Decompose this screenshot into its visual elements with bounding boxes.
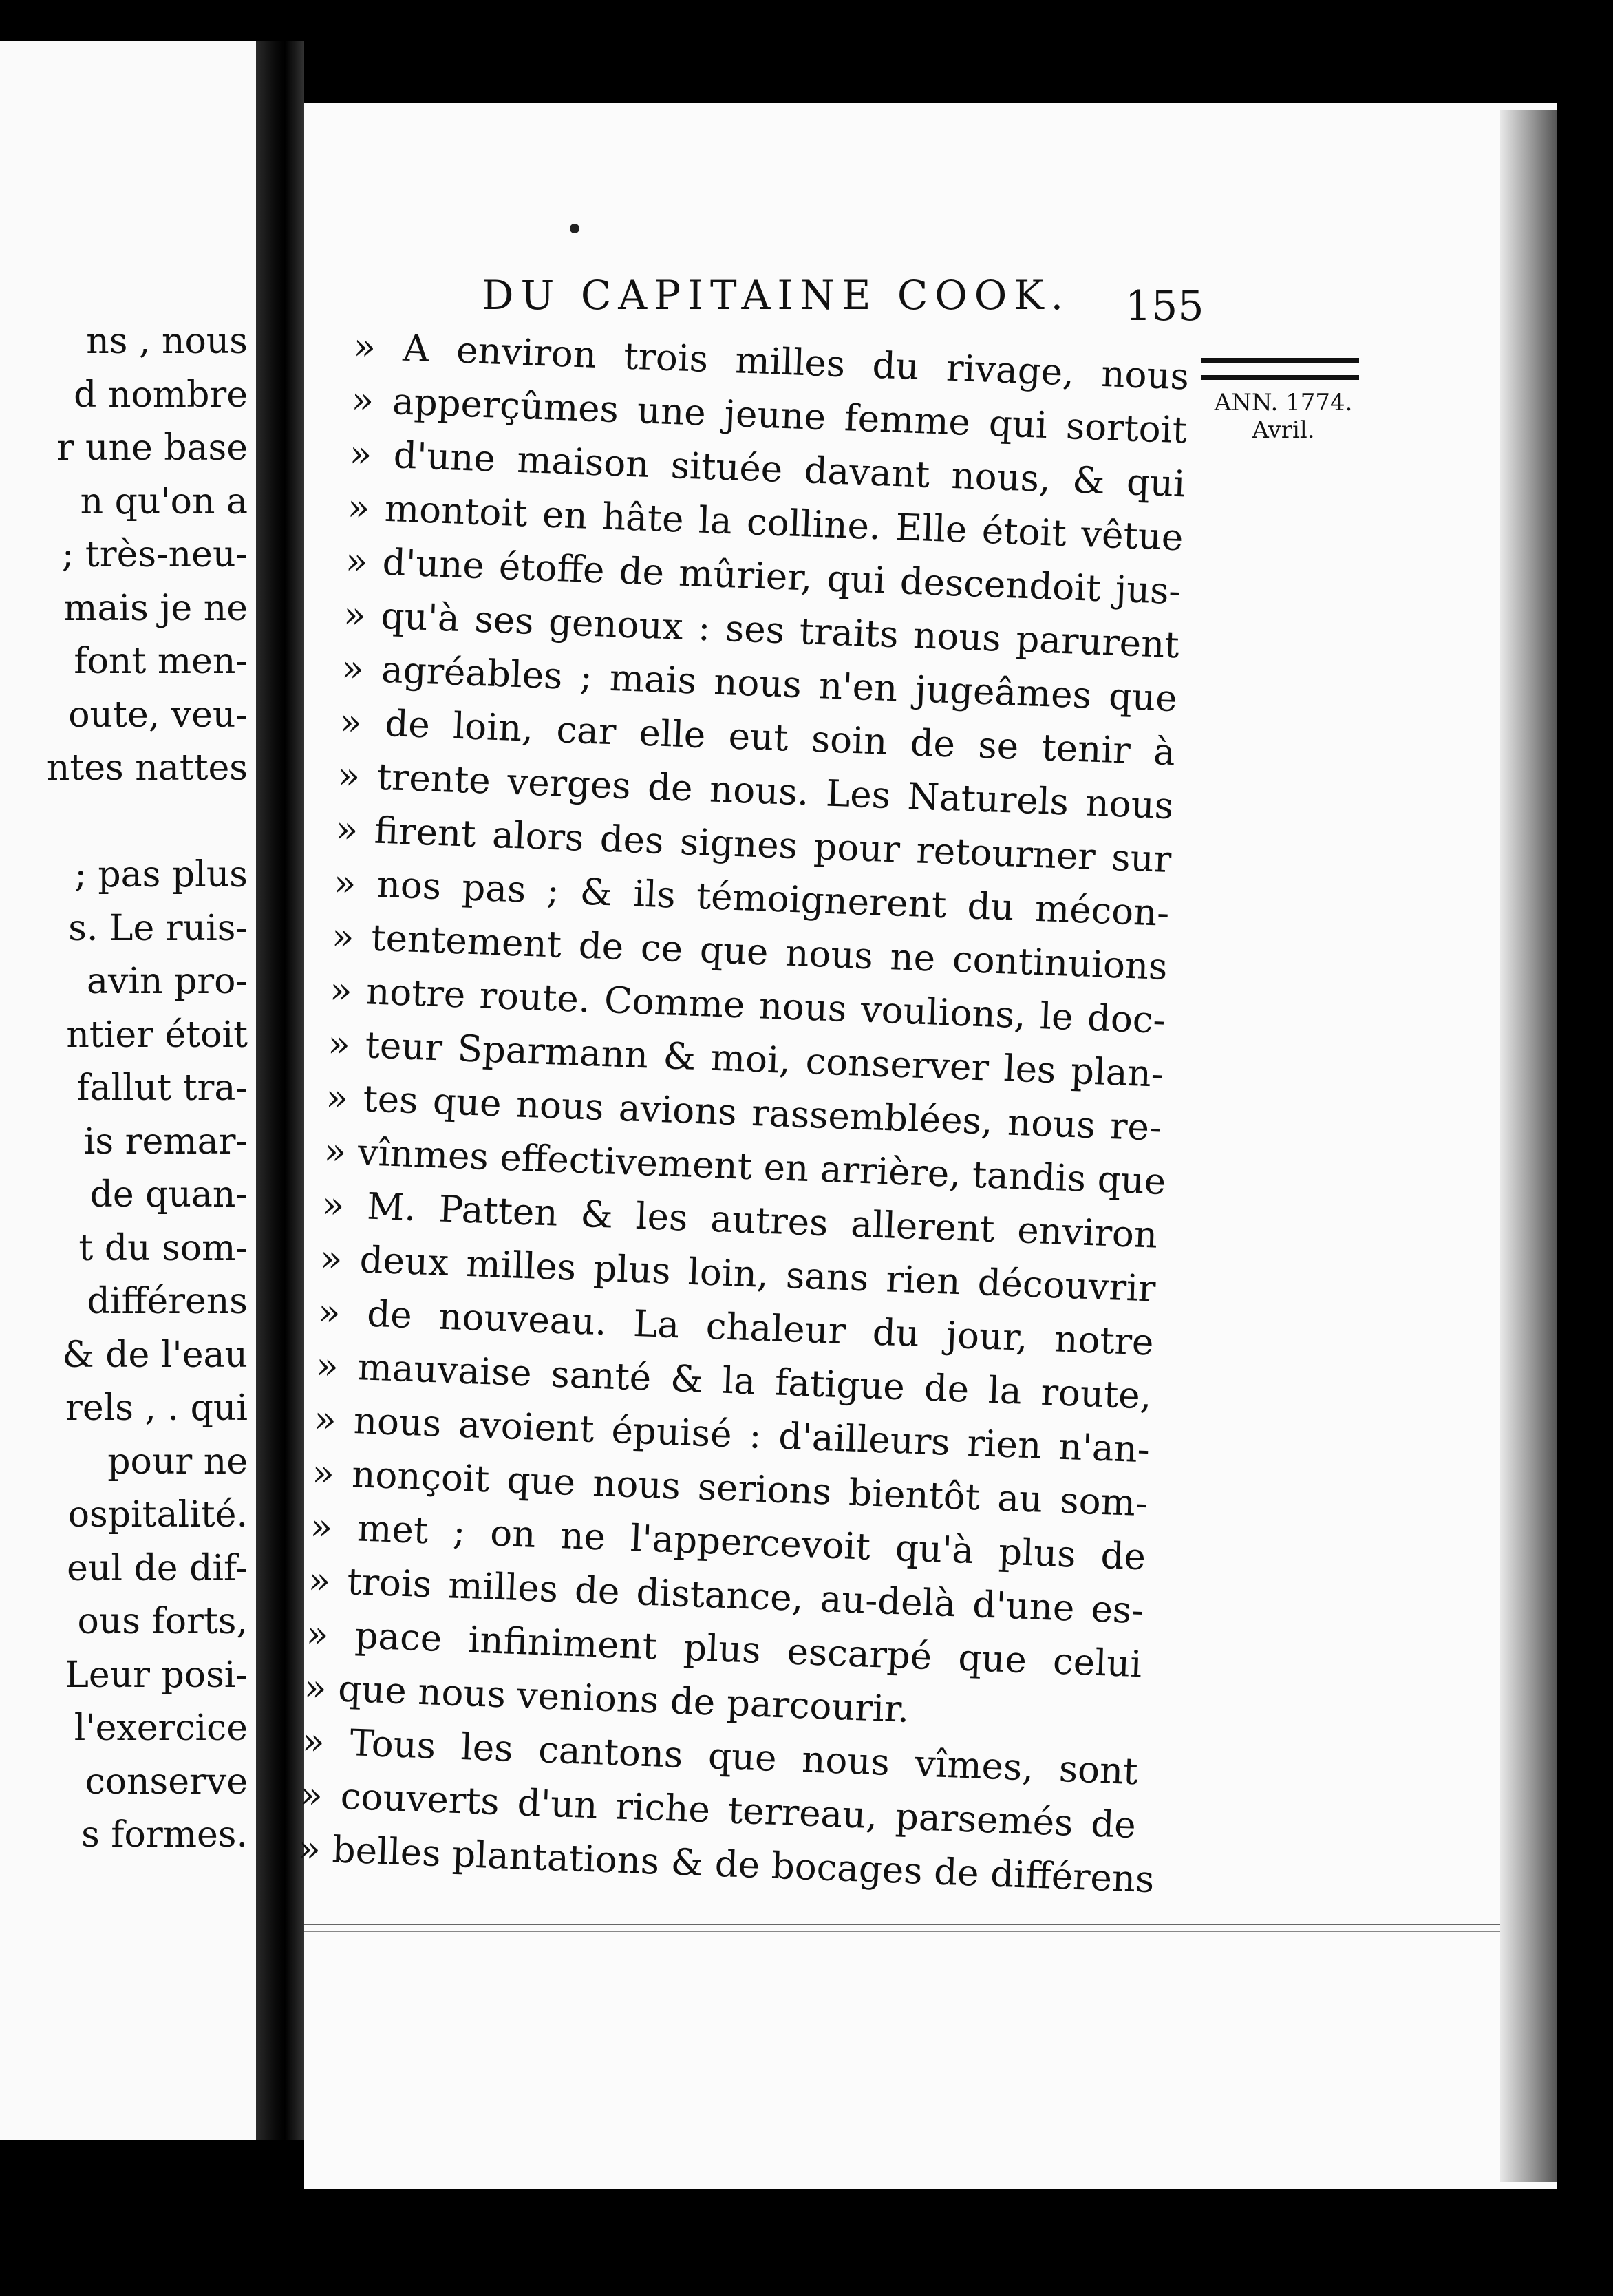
left-page-line: de quan- bbox=[89, 1174, 248, 1215]
body-line: » mauvaise santé & la fatigue de la route, bbox=[315, 1344, 1153, 1418]
margin-note-month: Avril. bbox=[1252, 416, 1315, 444]
body-line: » belles plantations & de bocages de différens bbox=[297, 1827, 1155, 1902]
left-page-line: n qu'on a bbox=[80, 480, 248, 522]
left-page-line: ns , nous bbox=[86, 321, 248, 362]
body-line: » vînmes effectivement en arrière, tandis que bbox=[323, 1130, 1167, 1204]
body-line: » apperçûmes une jeune femme qui sortoit bbox=[350, 379, 1188, 452]
margin-note-year: ANN. 1774. bbox=[1214, 389, 1353, 416]
left-page-line: oute, veu- bbox=[68, 694, 248, 736]
left-page-line: ; pas plus bbox=[74, 854, 248, 895]
left-page-line: avin pro- bbox=[86, 961, 248, 1002]
left-page-line bbox=[0, 796, 248, 849]
body-text bbox=[297, 320, 1190, 1906]
left-page-line: Leur posi- bbox=[65, 1654, 248, 1696]
left-page-line: ntier étoit bbox=[66, 1014, 248, 1056]
body-line: » trois milles de distance, au-delà d'une es- bbox=[307, 1559, 1145, 1633]
margin-rule bbox=[1201, 358, 1359, 380]
left-page-line: l'exercice bbox=[74, 1708, 248, 1749]
body-line: » d'une étoffe de mûrier, qui descendoit jus- bbox=[345, 540, 1182, 613]
body-line: » M. Patten & les autres allerent environ bbox=[321, 1184, 1159, 1257]
page-bottom-edge bbox=[304, 1924, 1500, 1932]
body-line: » couverts d'un riche terreau, parsemés de bbox=[299, 1774, 1137, 1847]
body-line: » qu'à ses genoux : ses traits nous parurent bbox=[343, 593, 1180, 667]
body-line: » nous avoient épuisé : d'ailleurs rien n'an- bbox=[313, 1398, 1151, 1471]
body-line: » trente verges de nous. Les Naturels nous bbox=[337, 754, 1175, 828]
body-line: » pace infiniment plus escarpé que celui bbox=[305, 1613, 1143, 1686]
left-page-line: ous forts, bbox=[77, 1601, 248, 1642]
left-page-line: mais je ne bbox=[63, 587, 248, 629]
left-page-line: is remar- bbox=[83, 1120, 248, 1162]
left-page-line: rels , . qui bbox=[65, 1388, 248, 1429]
left-page-line: & de l'eau bbox=[62, 1334, 248, 1376]
left-page-line: s formes. bbox=[81, 1814, 248, 1856]
left-page-line: fallut tra- bbox=[76, 1067, 248, 1109]
left-page-line: ntes nattes bbox=[46, 747, 248, 789]
left-page-line: eul de dif- bbox=[67, 1547, 248, 1589]
left-page-line: r une base bbox=[56, 427, 248, 469]
left-page bbox=[0, 41, 256, 2140]
left-page-line: ospitalité. bbox=[67, 1494, 248, 1535]
margin-note bbox=[1197, 389, 1369, 444]
body-line: » met ; on ne l'appercevoit qu'à plus de bbox=[309, 1505, 1147, 1579]
body-line: » nonçoit que nous serions bientôt au som- bbox=[311, 1452, 1149, 1525]
body-line: » agréables ; mais nous n'en jugeâmes que bbox=[341, 647, 1178, 721]
body-line: » de loin, car elle eut soin de se tenir à bbox=[339, 701, 1176, 774]
body-line: » teur Sparmann & moi, conserver les plan- bbox=[327, 1023, 1164, 1096]
running-head: DU CAPITAINE COOK. bbox=[482, 272, 1071, 319]
left-page-line: pour ne bbox=[107, 1441, 248, 1482]
page-number: 155 bbox=[1125, 282, 1204, 330]
body-line: » de nouveau. La chaleur du jour, notre bbox=[317, 1291, 1155, 1364]
left-page-line: font men- bbox=[74, 641, 248, 682]
left-page-line: ; très-neu- bbox=[61, 534, 248, 575]
body-line: » nos pas ; & ils témoignerent du mécon- bbox=[332, 862, 1171, 935]
body-line: » montoit en hâte la colline. Elle étoit vêtue bbox=[346, 486, 1184, 560]
body-line: » tentement de ce que nous ne continuions bbox=[331, 915, 1168, 988]
body-line: » deux milles plus loin, sans rien découvrir bbox=[319, 1237, 1157, 1310]
left-page-line: d nombre bbox=[74, 374, 248, 416]
left-page-line: conserve bbox=[85, 1761, 248, 1803]
body-line: » A environ trois milles du rivage, nous bbox=[352, 325, 1190, 398]
body-line: » d'une maison située davant nous, & qui bbox=[348, 432, 1186, 506]
body-line: » notre route. Comme nous voulions, le doc- bbox=[329, 969, 1166, 1042]
body-line: » Tous les cantons que nous vîmes, sont bbox=[301, 1720, 1139, 1794]
page-edge-shadow bbox=[1500, 110, 1557, 2182]
body-line: » firent alors des signes pour retourner sur bbox=[334, 808, 1173, 882]
left-page-line: s. Le ruis- bbox=[68, 907, 248, 949]
body-line: » tes que nous avions rassemblées, nous re- bbox=[325, 1076, 1162, 1149]
left-page-text bbox=[0, 315, 248, 1862]
left-page-line: t du som- bbox=[78, 1227, 248, 1269]
book-gutter bbox=[256, 41, 304, 2140]
left-page-line: différens bbox=[87, 1281, 248, 1322]
body-line: » que nous venions de parcourir. bbox=[303, 1666, 910, 1731]
ink-dot bbox=[570, 224, 579, 233]
